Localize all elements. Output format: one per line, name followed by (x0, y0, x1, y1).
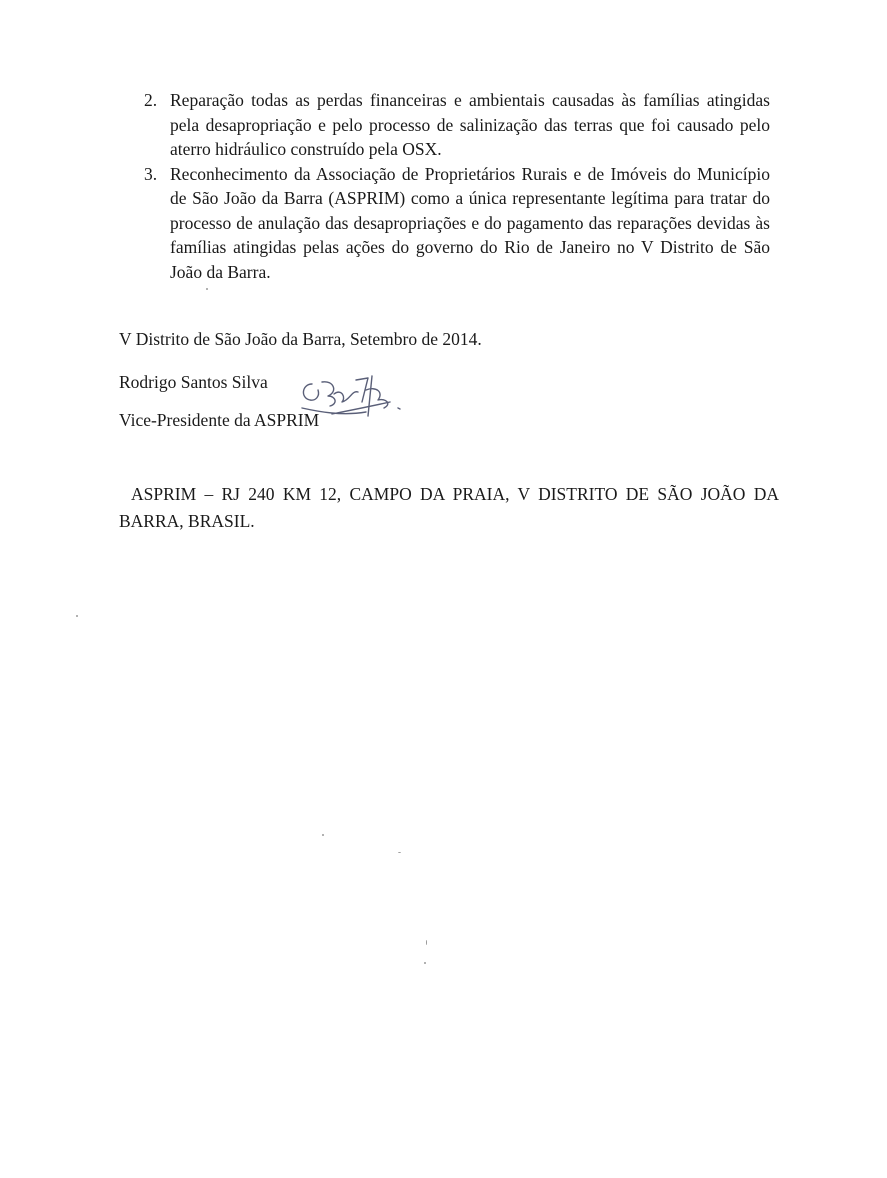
list-item-text: Reconhecimento da Associação de Proprietários Rurais e de Imóveis do Município de São João da Barra (ASPRIM) como a única representante legítima para tratar do processo de anulação das desapropriações e do pagamento das reparações devidas às famílias atingidas pelas ações do governo do Rio de Janeiro no V Distrito de São João da Barra. (170, 163, 770, 282)
scan-speck (426, 940, 427, 945)
address-line: ASPRIM – RJ 240 KM 12, CAMPO DA PRAIA, V DISTRITO DE SÃO JOÃO DA BARRA, BRASIL. (119, 484, 779, 531)
list-item-number: 2. (144, 90, 158, 110)
scan-speck (206, 288, 208, 290)
scan-speck (398, 852, 401, 853)
list-item (140, 162, 770, 285)
handwritten-signature (272, 372, 422, 432)
scan-speck (322, 834, 324, 836)
place-date-line: V Distrito de São João da Barra, Setembro de 2014. (119, 329, 482, 349)
signatory-name: Rodrigo Santos Silva (119, 372, 268, 392)
list-item-number: 3. (144, 163, 158, 184)
scan-speck (76, 615, 78, 617)
demands-list (140, 88, 770, 284)
scan-speck (424, 962, 426, 964)
list-item (140, 88, 770, 162)
signatory-role: Vice-Presidente da ASPRIM (119, 410, 320, 430)
list-item-text: Reparação todas as perdas financeiras e ambientais causadas às famílias atingidas pela desapropriação e pelo processo de salinização das terras que foi causado pelo aterro hidráulico construído pela OSX. (170, 90, 770, 159)
